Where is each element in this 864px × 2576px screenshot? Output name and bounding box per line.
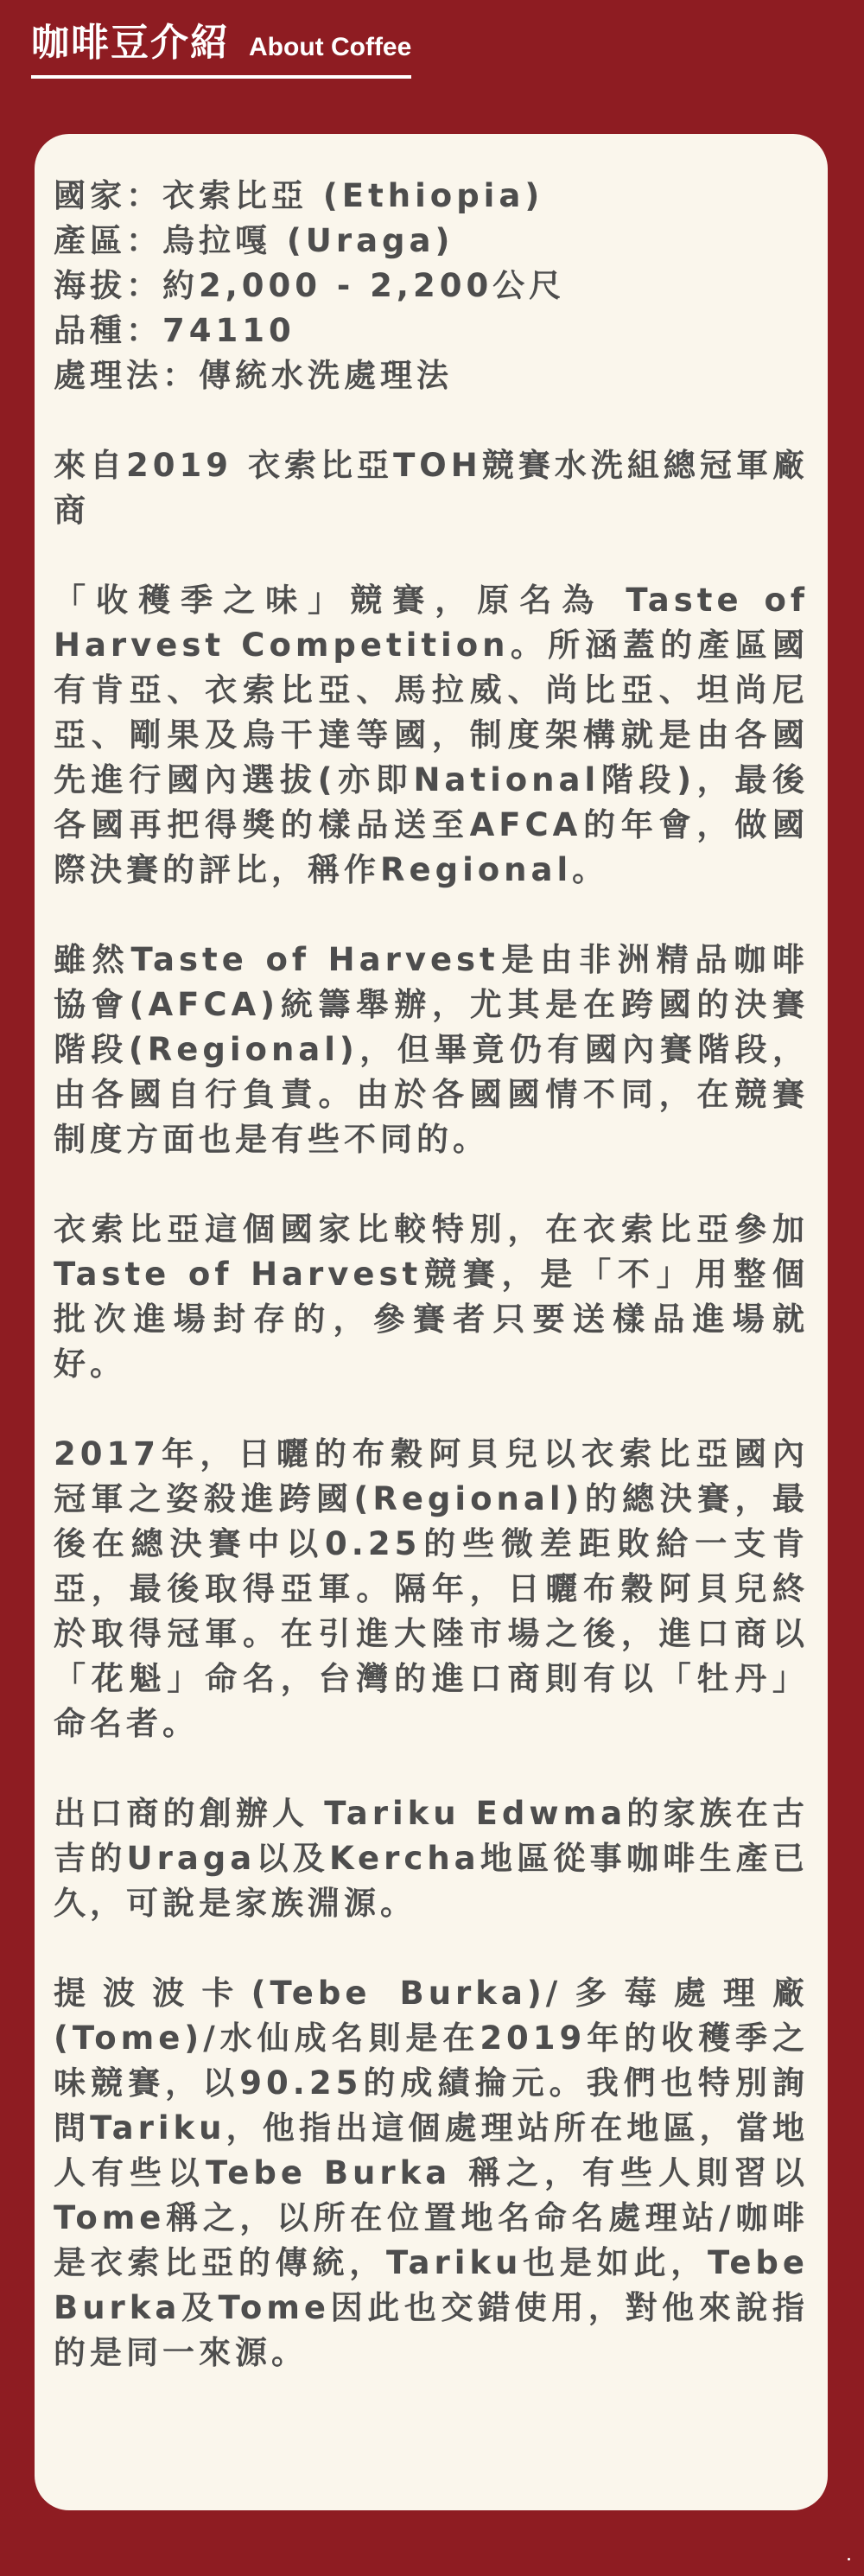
decorative-dot [848, 2558, 850, 2560]
coffee-info-list [54, 174, 809, 398]
paragraph-history: 2017年，日曬的布穀阿貝兒以衣索比亞國內冠軍之姿殺進跨國(Regional)的總決賽，最後在總決賽中以0.25的些微差距敗給一支肯亞，最後取得亞軍。隔年，日曬布穀阿貝兒終於取得冠軍。在引進大陸市場之後，進口商以「花魁」命名，台灣的進口商則有以「牡丹」命名者。 [54, 1435, 809, 1742]
paragraph-award: 來自2019 衣索比亞TOH競賽水洗組總冠軍廠商 [54, 447, 809, 529]
content-card [35, 134, 828, 2510]
page-header [31, 21, 411, 79]
paragraph-competition: 「收穫季之味」競賽，原名為 Taste of Harvest Competition。所涵蓋的產區國有肯亞、衣索比亞、馬拉威、尚比亞、坦尚尼亞、剛果及烏干達等國，制度架構就是由各國先進行國內選拔(亦即National階段)，最後各國再把得獎的樣品送至AFCA的年會，做國際決賽的評比，稱作Regional。 [54, 582, 809, 888]
info-altitude: 海拔：約2,000 - 2,200公尺 [54, 267, 566, 304]
page-title: 咖啡豆介紹 [31, 21, 230, 65]
paragraph-afca: 雖然Taste of Harvest是由非洲精品咖啡協會(AFCA)統籌舉辦，尤其是在跨國的決賽階段(Regional)，但畢竟仍有國內賽階段，由各國自行負責。由於各國國情不同，在競賽制度方面也是有些不同的。 [54, 941, 809, 1158]
info-variety: 品種：74110 [54, 312, 295, 349]
paragraph-ethiopia: 衣索比亞這個國家比較特別，在衣索比亞參加Taste of Harvest競賽，是「不」用整個批次進場封存的，參賽者只要送樣品進場就好。 [54, 1211, 809, 1383]
page-subtitle: About Coffee [249, 33, 412, 61]
info-region: 產區：烏拉嘎 (Uraga) [54, 222, 454, 259]
info-process: 處理法：傳統水洗處理法 [54, 357, 453, 394]
paragraph-station: 提波波卡(Tebe Burka)/多莓處理廠(Tome)/水仙成名則是在2019年的收穫季之味競賽，以90.25的成績掄元。我們也特別詢問Tariku，他指出這個處理站所在地區，當地人有些以Tebe Burka 稱之，有些人則習以Tome稱之，以所在位置地名命名處理站/咖啡是衣索比亞的傳統，Tariku也是如此，Tebe Burka及Tome因此也交錯使用，對他來說指的是同一來源。 [54, 1975, 809, 2371]
info-country: 國家：衣索比亞 (Ethiopia) [54, 177, 544, 214]
paragraph-exporter: 出口商的創辦人 Tariku Edwma的家族在古吉的Uraga以及Kercha地區從事咖啡生產已久，可說是家族淵源。 [54, 1795, 809, 1922]
